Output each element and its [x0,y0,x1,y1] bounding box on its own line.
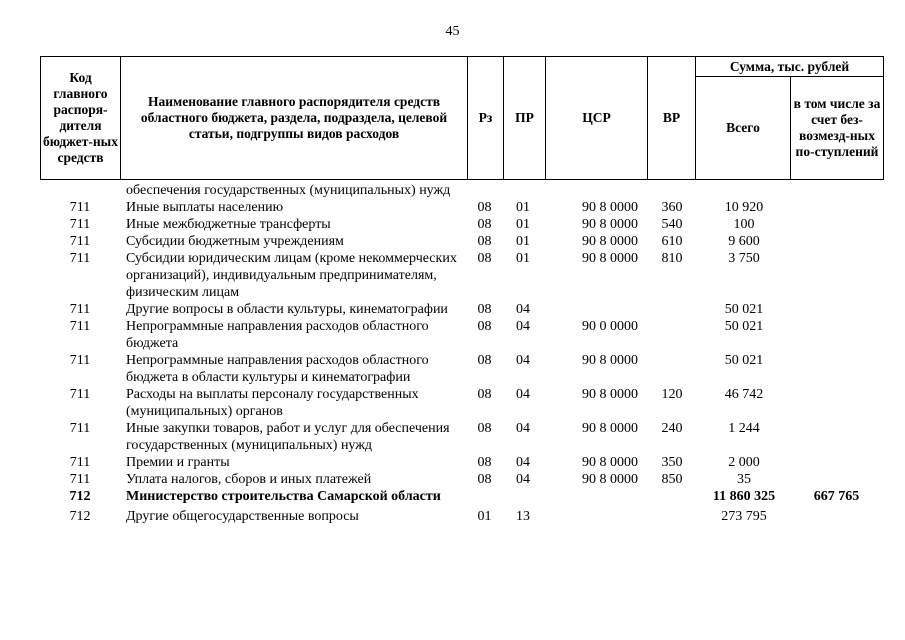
cell-total: 9 600 [728,234,760,249]
cell-rz: 08 [477,353,492,368]
header-sum: Сумма, тыс. рублей [696,57,884,77]
cell-code: 711 [69,302,91,317]
cell-rz: 08 [477,421,492,436]
cell-name: Расходы на выплаты персоналу государственных (муниципальных) органов [126,387,419,419]
cell-pr: 04 [516,472,530,487]
header-rz: Рз [468,57,504,180]
cell-pr: 13 [516,509,530,524]
cell-pr: 01 [516,200,530,215]
cell-total: 100 [733,217,755,232]
cell-csr: 90 8 0000 [582,421,638,436]
cell-csr: 90 8 0000 [582,217,638,232]
table-row [40,250,883,301]
cell-name: Уплата налогов, сборов и иных платежей [126,472,372,487]
cell-total: 50 021 [724,302,764,317]
cell-pr: 01 [516,234,530,249]
cell-code: 711 [69,421,91,436]
cell-total: 50 021 [724,353,764,368]
cell-code: 712 [69,489,91,504]
cell-code: 711 [69,251,91,266]
cell-vr: 850 [661,472,683,487]
cell-name: Другие общегосударственные вопросы [126,509,359,524]
cell-vr: 540 [661,217,683,232]
cell-rz: 08 [477,302,492,317]
cell-rz: 08 [477,387,492,402]
cell-total: 273 795 [721,509,767,524]
cell-rz: 01 [477,509,492,524]
cell-total: 3 750 [728,251,760,266]
header-code: Код главного распоря-дителя бюджет-ных средств [41,57,121,180]
cell-code: 711 [69,217,91,232]
cell-total: 11 860 325 [712,489,776,504]
cell-total: 50 021 [724,319,764,334]
cell-total: 35 [737,472,751,487]
cell-name: Иные закупки товаров, работ и услуг для обеспечения государственных (муниципальных) нужд [126,421,450,453]
cell-vr: 350 [661,455,683,470]
cell-vr: 360 [661,200,683,215]
cell-pr: 01 [516,251,530,266]
cell-name: Субсидии бюджетным учреждениям [126,234,344,249]
cell-name: Другие вопросы в области культуры, кинематографии [126,302,448,317]
cell-code: 711 [69,234,91,249]
cell-pr: 01 [516,217,530,232]
cell-csr: 90 8 0000 [582,353,638,368]
cell-total: 10 920 [724,200,764,215]
table-header [40,56,884,180]
table-row [40,386,883,420]
header-vr: ВР [648,57,696,180]
cell-csr: 90 8 0000 [582,251,638,266]
cell-pr: 04 [516,387,530,402]
cell-total: 1 244 [728,421,760,436]
cell-name: Непрограммные направления расходов областного бюджета в области культуры и кинематографии [126,353,429,385]
cell-code: 711 [69,319,91,334]
table-body [40,182,883,525]
cell-csr: 90 8 0000 [582,455,638,470]
cell-csr: 90 8 0000 [582,234,638,249]
header-total: Всего [696,77,791,180]
header-pr: ПР [504,57,546,180]
cell-name: Иные выплаты населению [126,200,284,215]
cell-vr: 810 [661,251,683,266]
cell-rz: 08 [477,217,492,232]
cell-name: Премии и гранты [126,455,230,470]
cell-code: 711 [69,455,91,470]
header-name: Наименование главного распорядителя средств областного бюджета, раздела, подраздела, целевой статьи, подгруппы видов расходов [121,57,468,180]
cell-total: 2 000 [728,455,760,470]
cell-pr: 04 [516,455,530,470]
cell-rz: 08 [477,455,492,470]
table-row [40,216,883,233]
cell-pr: 04 [516,421,530,436]
cell-pr: 04 [516,319,530,334]
table-row [40,471,883,488]
cell-code: 711 [69,472,91,487]
cell-free: 667 765 [813,489,860,504]
table-row [40,488,883,505]
cell-pr: 04 [516,353,530,368]
cell-name: Непрограммные направления расходов областного бюджета [126,319,429,351]
cell-code: 711 [69,353,91,368]
cell-rz: 08 [477,251,492,266]
page-number: 45 [445,24,460,39]
table-row [40,454,883,471]
cell-rz: 08 [477,472,492,487]
cell-code: 711 [69,200,91,215]
cell-csr: 90 0 0000 [582,319,638,334]
cell-vr: 610 [661,234,683,249]
header-csr: ЦСР [546,57,648,180]
cell-rz: 08 [477,234,492,249]
table-row [40,301,883,318]
table-row [40,199,883,216]
cell-total: 46 742 [724,387,764,402]
table-row [40,318,883,352]
cell-code: 711 [69,387,91,402]
cell-rz: 08 [477,200,492,215]
table-row [40,182,883,199]
cell-rz: 08 [477,319,492,334]
cell-name: Субсидии юридическим лицам (кроме некоммерческих организаций), индивидуальным предпринимателям, физическим лицам [126,251,457,300]
cell-name: Министерство строительства Самарской области [126,489,441,504]
cell-csr: 90 8 0000 [582,472,638,487]
cell-vr: 240 [661,421,683,436]
table-row [40,508,883,525]
cell-code: 712 [69,509,91,524]
cell-vr: 120 [661,387,683,402]
table-row [40,352,883,386]
cell-name: обеспечения государственных (муниципальных) нужд [126,183,451,198]
table-row [40,420,883,454]
table-row [40,233,883,250]
cell-name: Иные межбюджетные трансферты [126,217,331,232]
cell-pr: 04 [516,302,530,317]
cell-csr: 90 8 0000 [582,200,638,215]
cell-csr: 90 8 0000 [582,387,638,402]
header-free: в том числе за счет без-возмезд-ных по-ступлений [791,77,884,180]
